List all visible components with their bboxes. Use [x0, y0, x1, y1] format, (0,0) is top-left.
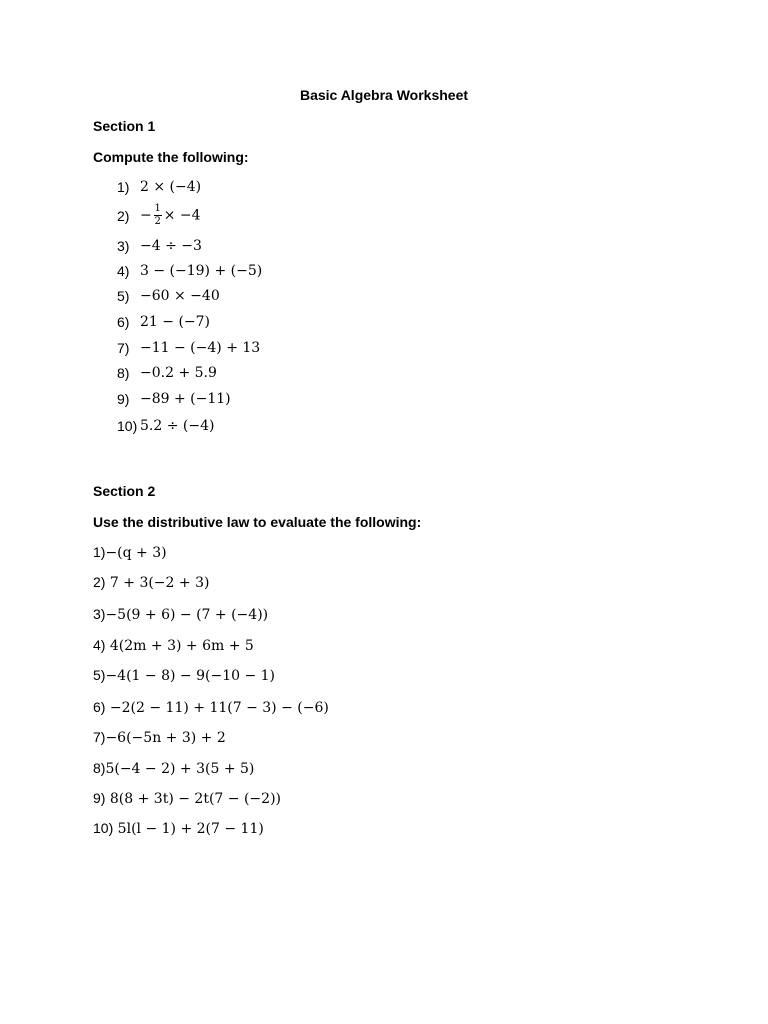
section2-instruction: Use the distributive law to evaluate the following:: [93, 514, 422, 530]
list-item: 3)−5(9 + 6) − (7 + (−4)): [93, 606, 269, 623]
list-item: 10) 5l(l − 1) + 2(7 − 11): [93, 820, 264, 837]
fraction: $\frac{1}{2}$: [154, 203, 161, 227]
list-item: 8)5(−4 − 2) + 3(5 + 5): [93, 760, 255, 777]
section2-heading: Section 2: [93, 483, 156, 499]
list-item: 9) 8(8 + 3t) − 2t(7 − (−2)): [93, 790, 281, 807]
worksheet-page: Basic Algebra Worksheet Section 1 Compute the following: 1) 2 × (−4) 2) − $\frac{1}{2}$ × −4 3) −4 ÷ −3 4) 3 − (−19) + (−5) 5) −60 × −40 6) 21 − (−7) 7) −11 − (−4) + 13 8) −0.2 + 5.9 9) −89 + (−11) 10) 5.2 ÷ (−4) Section 2 Use the distributive law to evaluate the following: 1)−(q + 3) 2) 7 + 3(−2 + 3) 3)−5(9 + 6) − (7 + (−4)) 4) 4(2m + 3) + 6m + 5 5)−4(1 − 8) − 9(−10 − 1) 6) −2(2 − 11) + 11(7 − 3) − (−6) 7)−6(−5n + 3) + 2 8)5(−4 − 2) + 3(5 + 5) 9) 8(8 + 3t) − 2t(7 − (−2)) 10) 5l(l − 1) + 2(7 − 11): [0, 0, 768, 1024]
list-item: 4) 4(2m + 3) + 6m + 5: [93, 637, 254, 654]
list-item: 1)−(q + 3): [93, 544, 167, 561]
list-item: 5)−4(1 − 8) − 9(−10 − 1): [93, 667, 276, 684]
section1-heading: Section 1: [93, 118, 156, 134]
list-item: 2) 7 + 3(−2 + 3): [93, 574, 210, 591]
section1-instruction: Compute the following:: [93, 149, 249, 165]
list-item: 6) −2(2 − 11) + 11(7 − 3) − (−6): [93, 699, 329, 716]
list-item: 7)−6(−5n + 3) + 2: [93, 729, 226, 746]
fraction-expression: − $\frac{1}{2}$ × −4: [140, 203, 201, 227]
page-title: Basic Algebra Worksheet: [299, 87, 469, 103]
